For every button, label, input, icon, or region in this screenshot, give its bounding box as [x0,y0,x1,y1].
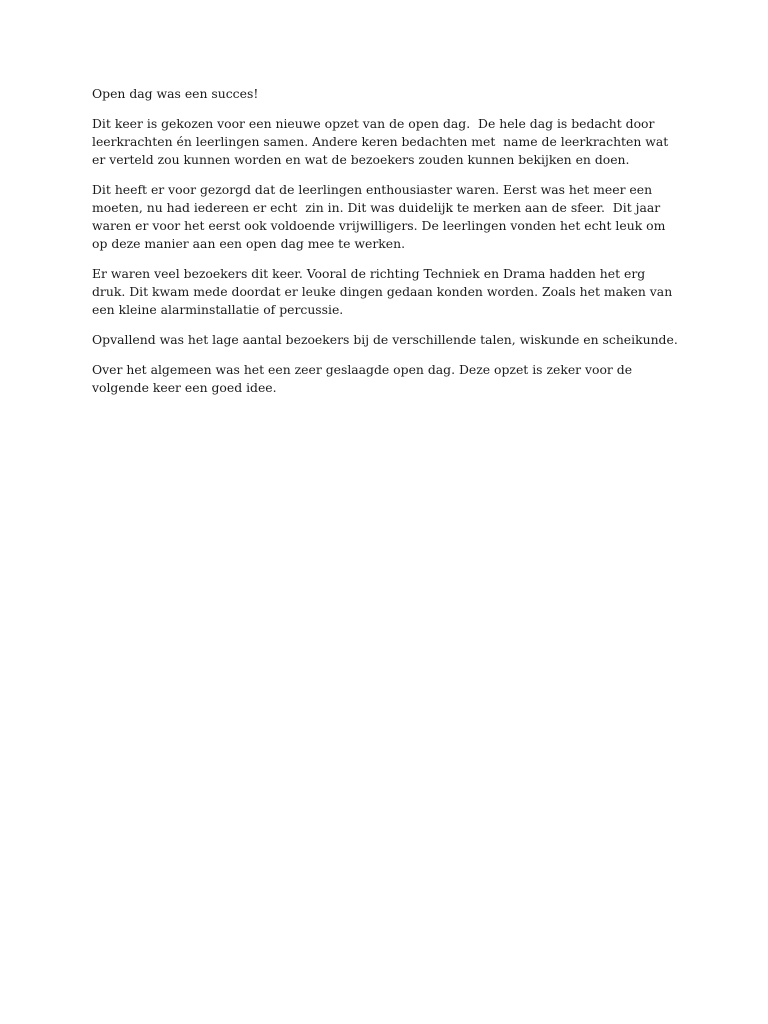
paragraph-1: Dit keer is gekozen voor een nieuwe opzet van de open dag. De hele dag is bedacht door leerkrachten én leerlingen samen. Andere keren bedachten met name de leerkrachten wat er verteld zou kunnen worden en wat de bezoekers zouden kunnen bekijken en doen. [92,116,673,167]
paragraph-2: Dit heeft er voor gezorgd dat de leerlingen enthousiaster waren. Eerst was het meer een moeten, nu had iedereen er echt zin in. Dit was duidelijk te merken aan de sfeer. Dit jaar waren er voor het eerst ook voldoende vrijwilligers. De leerlingen vonden het echt leuk om op deze manier aan een open dag mee te werken. [92,182,670,251]
paragraph-3: Er waren veel bezoekers dit keer. Vooral de richting Techniek en Drama hadden het erg druk. Dit kwam mede doordat er leuke dingen gedaan konden worden. Zoals het maken van een kleine alarminstallatie of percussie. [92,266,677,317]
paragraph-4: Opvallend was het lage aantal bezoekers bij de verschillende talen, wiskunde en scheikunde. [92,332,678,347]
paragraph-5: Over het algemeen was het een zeer geslaagde open dag. Deze opzet is zeker voor de volgende keer een goed idee. [92,362,637,395]
document-title: Open dag was een succes! [92,86,259,101]
document-body [92,85,682,409]
